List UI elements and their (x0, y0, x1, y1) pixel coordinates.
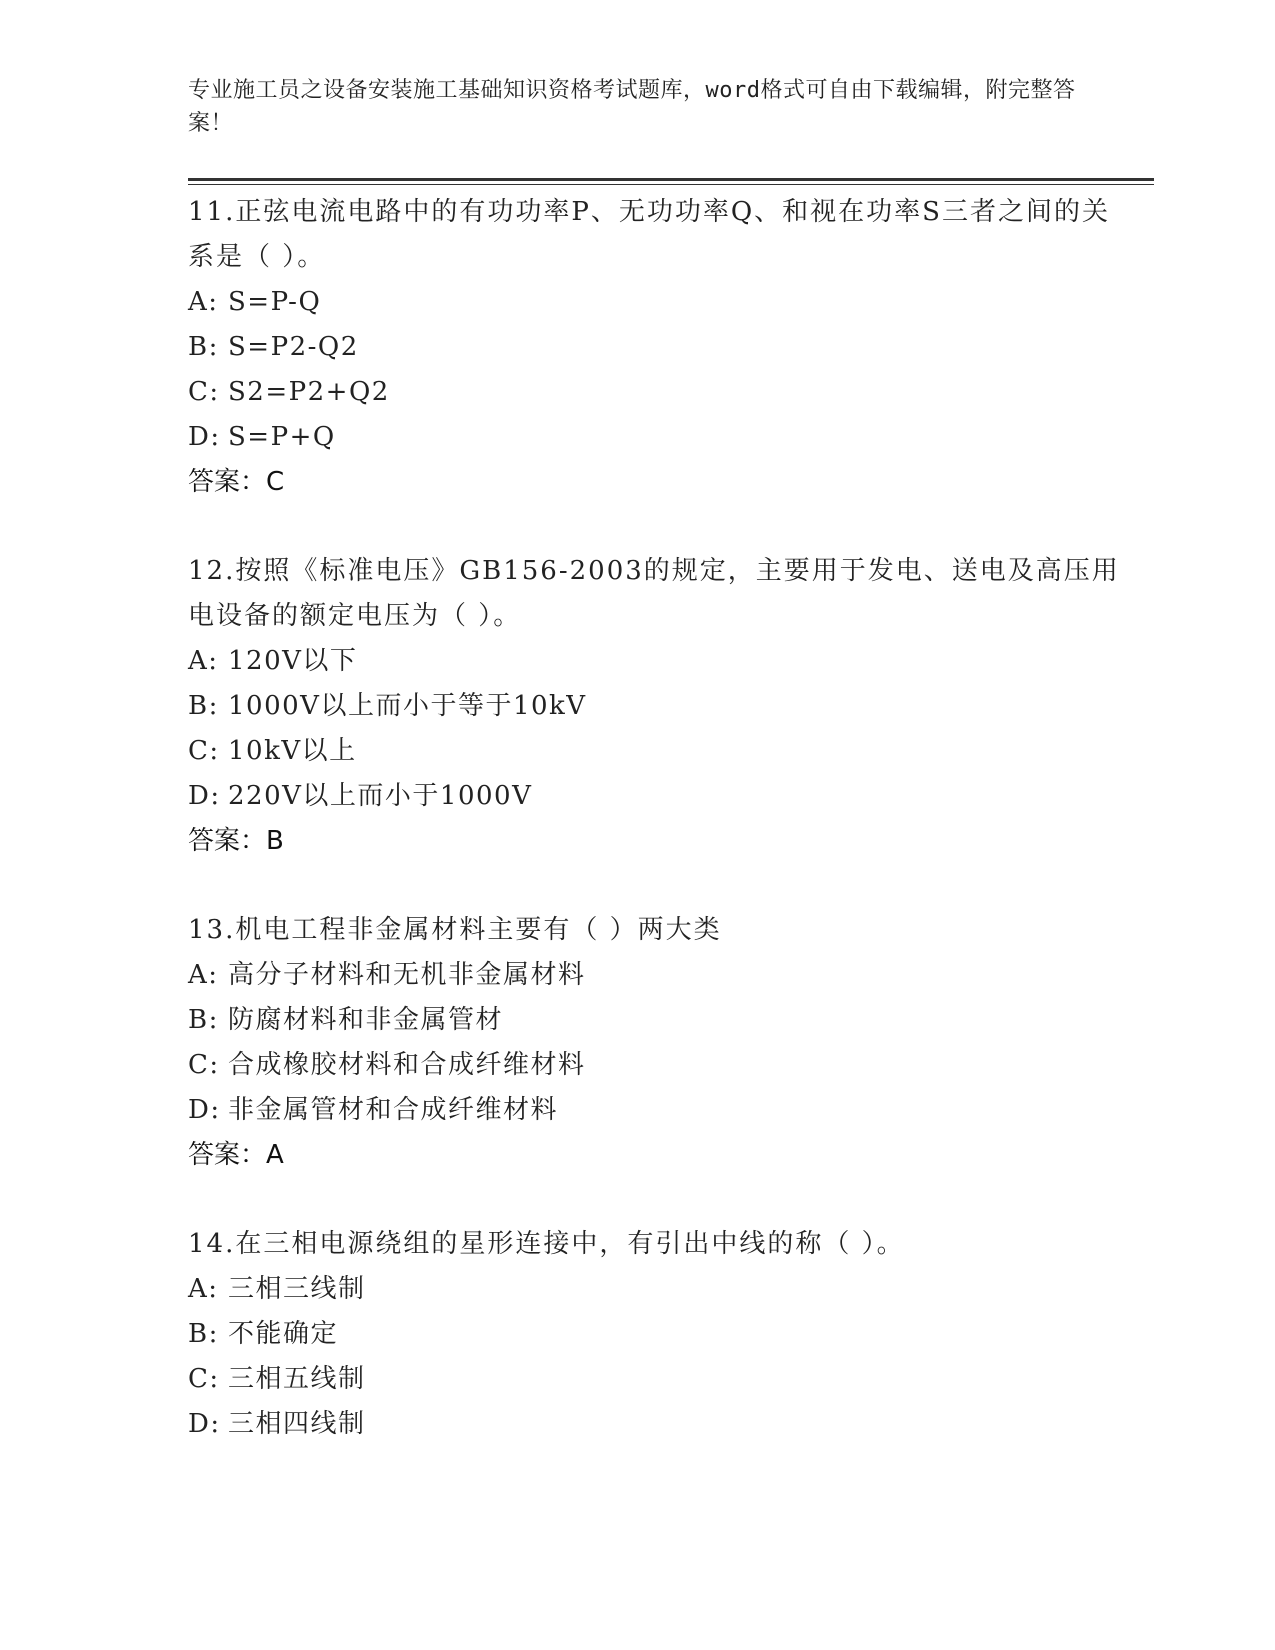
option-text: 合成橡胶材料和合成纤维材料 (228, 1050, 586, 1080)
question-stem: 13.机电工程非金属材料主要有（ ）两大类 (188, 915, 722, 945)
header-divider-thin (188, 184, 1154, 185)
option-key: C: (188, 736, 220, 766)
option-text: S2=P2+Q2 (228, 377, 390, 407)
option-c (188, 370, 1128, 415)
question-list (188, 190, 1128, 1491)
option-text: 非金属管材和合成纤维材料 (228, 1095, 559, 1125)
option-d (188, 1402, 1128, 1447)
document-header: 专业施工员之设备安装施工基础知识资格考试题库，word格式可自由下载编辑，附完整答案！ (188, 78, 1076, 136)
header-divider-thick (188, 178, 1154, 181)
option-key: A: (188, 646, 219, 676)
option-text: 三相五线制 (228, 1364, 366, 1394)
answer-line: 答案：A (188, 1140, 284, 1170)
question-stem: 12.按照《标准电压》GB156-2003的规定，主要用于发电、送电及高压用电设备的额定电压为（ ）。 (188, 556, 1120, 631)
option-b (188, 1312, 1128, 1357)
option-key: B: (188, 1005, 219, 1035)
option-a (188, 639, 1128, 684)
question-stem: 11.正弦电流电路中的有功功率P、无功功率Q、和视在功率S三者之间的关系是（ ）。 (188, 197, 1110, 272)
option-c (188, 1357, 1128, 1402)
option-b (188, 684, 1128, 729)
option-text: 220V以上而小于1000V (228, 781, 533, 811)
answer-line: 答案：B (188, 826, 284, 856)
option-key: C: (188, 377, 220, 407)
option-d (188, 1088, 1128, 1133)
answer-line: 答案：C (188, 467, 285, 497)
option-text: 防腐材料和非金属管材 (228, 1005, 504, 1035)
question-stem: 14.在三相电源绕组的星形连接中，有引出中线的称（ ）。 (188, 1229, 905, 1259)
option-text: S=P-Q (228, 287, 322, 317)
option-key: C: (188, 1364, 220, 1394)
option-key: A: (188, 960, 219, 990)
option-key: B: (188, 1319, 219, 1349)
option-key: B: (188, 332, 219, 362)
option-c (188, 729, 1128, 774)
question-11 (188, 190, 1128, 505)
option-key: C: (188, 1050, 220, 1080)
option-key: D: (188, 1409, 221, 1439)
option-text: 10kV以上 (228, 736, 357, 766)
question-13 (188, 908, 1128, 1178)
option-text: 高分子材料和无机非金属材料 (228, 960, 586, 990)
option-text: 120V以下 (228, 646, 358, 676)
option-key: D: (188, 1095, 221, 1125)
option-text: 三相三线制 (228, 1274, 366, 1304)
option-b (188, 325, 1128, 370)
option-key: A: (188, 287, 219, 317)
question-12 (188, 549, 1128, 864)
option-b (188, 998, 1128, 1043)
option-key: D: (188, 781, 221, 811)
option-text: 三相四线制 (228, 1409, 366, 1439)
question-14 (188, 1222, 1128, 1447)
option-key: A: (188, 1274, 219, 1304)
option-text: S=P+Q (228, 422, 336, 452)
option-a (188, 1267, 1128, 1312)
option-c (188, 1043, 1128, 1088)
option-text: S=P2-Q2 (228, 332, 359, 362)
option-a (188, 280, 1128, 325)
option-key: B: (188, 691, 219, 721)
option-d (188, 774, 1128, 819)
option-key: D: (188, 422, 221, 452)
option-a (188, 953, 1128, 998)
option-text: 不能确定 (228, 1319, 339, 1349)
option-text: 1000V以上而小于等于10kV (228, 691, 587, 721)
option-d (188, 415, 1128, 460)
